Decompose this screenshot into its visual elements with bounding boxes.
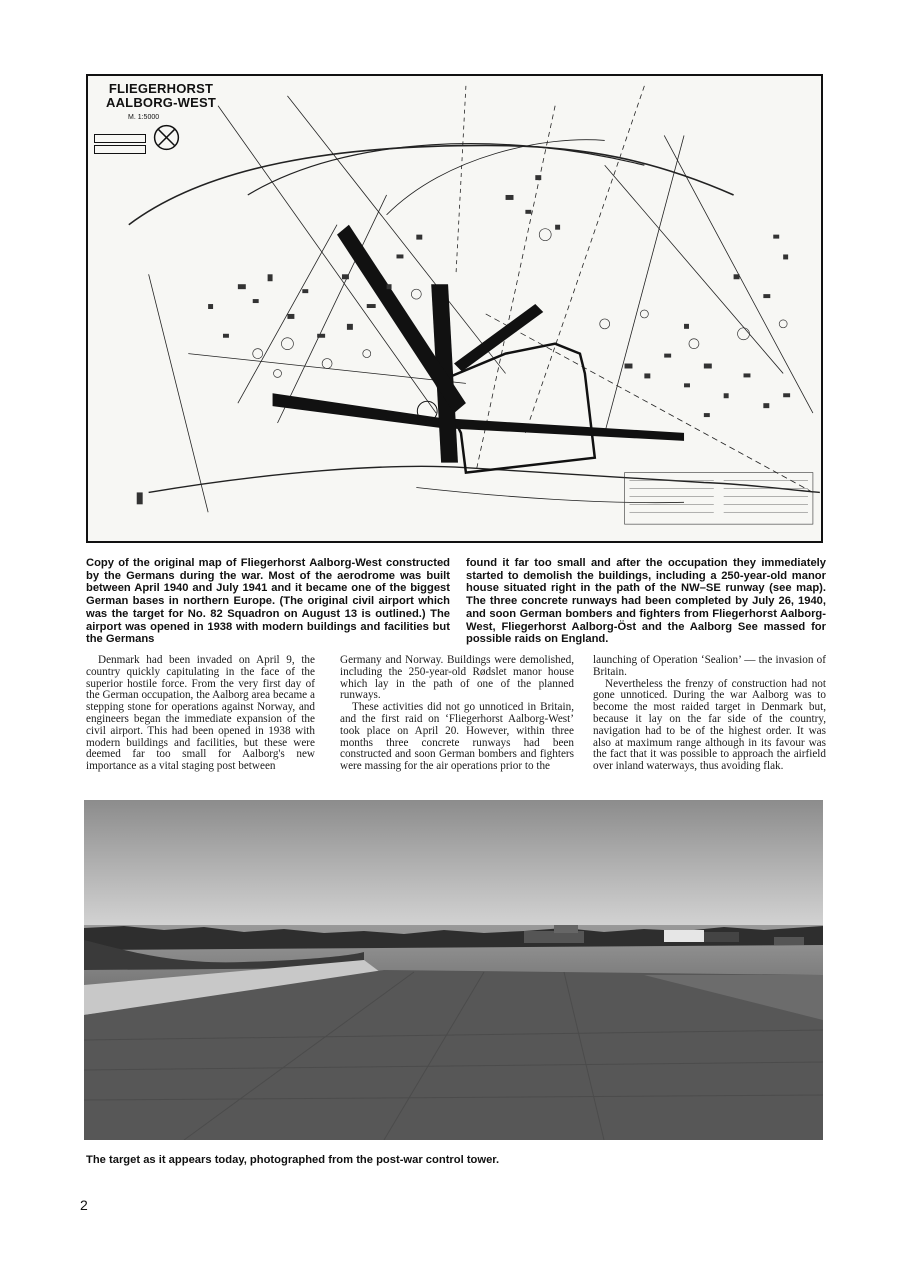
map-scale: M. 1:5000 — [128, 114, 160, 121]
body-paragraph: Denmark had been invaded on April 9, the country quickly capitulating in the face of the superior hostile force. From the very first day of the German occupation, the Aalborg area became a stepping stone for operations against Norway, and engineers began the immediate expansion of the civil airport. This had been opened in 1938 with modern buildings and facilities, but these were deemed far too small for Aalborg's new importance as a vital staging post between — [86, 654, 315, 773]
airfield-map-drawing — [88, 76, 821, 541]
map-title-line2: AALBORG-WEST — [106, 95, 216, 110]
photo-caption: The target as it appears today, photographed from the post-war control tower. — [86, 1154, 500, 1166]
body-paragraph: Nevertheless the frenzy of construction had not gone unnoticed. During the war Aalborg was to become the most raided target in Denmark but, because it lay on the far side of the country, navigation had to be of the highest order. It was also at maximum range although in its favour was the fact that it was possible to approach the airfield over inland waterways, thus avoiding flak. — [593, 677, 826, 773]
map-legend-box — [94, 145, 146, 154]
body-column-3 — [593, 655, 826, 773]
body-column-2 — [340, 655, 574, 773]
map-caption-left: Copy of the original map of Fliegerhorst Aalborg-West constructed by the Germans during the war. Most of the aerodrome was built between April 1940 and July 1941 and it became one of the biggest German bases in northern Europe. (The original civil airport which was the target for No. 82 Squadron on August 13 is outlined.) The airport was opened in 1938 with modern buildings and facilities but the Germans — [86, 557, 450, 646]
map-title — [106, 82, 216, 110]
map-figure — [86, 74, 823, 543]
airfield-photo — [84, 800, 823, 1140]
page-number: 2 — [80, 1197, 88, 1213]
body-paragraph: launching of Operation ‘Sealion’ — the invasion of Britain. — [593, 654, 826, 678]
body-paragraph: These activities did not go unnoticed in Britain, and the first raid on ‘Fliegerhorst Aalborg-West’ took place on April 20. However, within three months three concrete runways had been constructed and soon German bombers and fighters were massing for the air operations prior to the — [340, 701, 574, 773]
map-legend-boxes — [94, 134, 146, 156]
body-paragraph: Germany and Norway. Buildings were demolished, including the 250-year-old Rødslet manor house which lay in the path of one of the planned runways. — [340, 654, 574, 702]
map-title-line1: FLIEGERHORST — [108, 81, 214, 96]
map-legend-box — [94, 134, 146, 143]
map-caption-right: found it far too small and after the occupation they immediately started to demolish the buildings, including a 250-year-old manor house situated right in the path of the NW–SE runway (see map). The three concrete runways had been completed by July 26, 1940, and soon German bombers and fighters from Fliegerhorst Aalborg-West, Fliegerhorst Aalborg-Öst and the Aalborg See massed for possible raids on England. — [466, 557, 826, 646]
body-column-1 — [86, 655, 315, 773]
